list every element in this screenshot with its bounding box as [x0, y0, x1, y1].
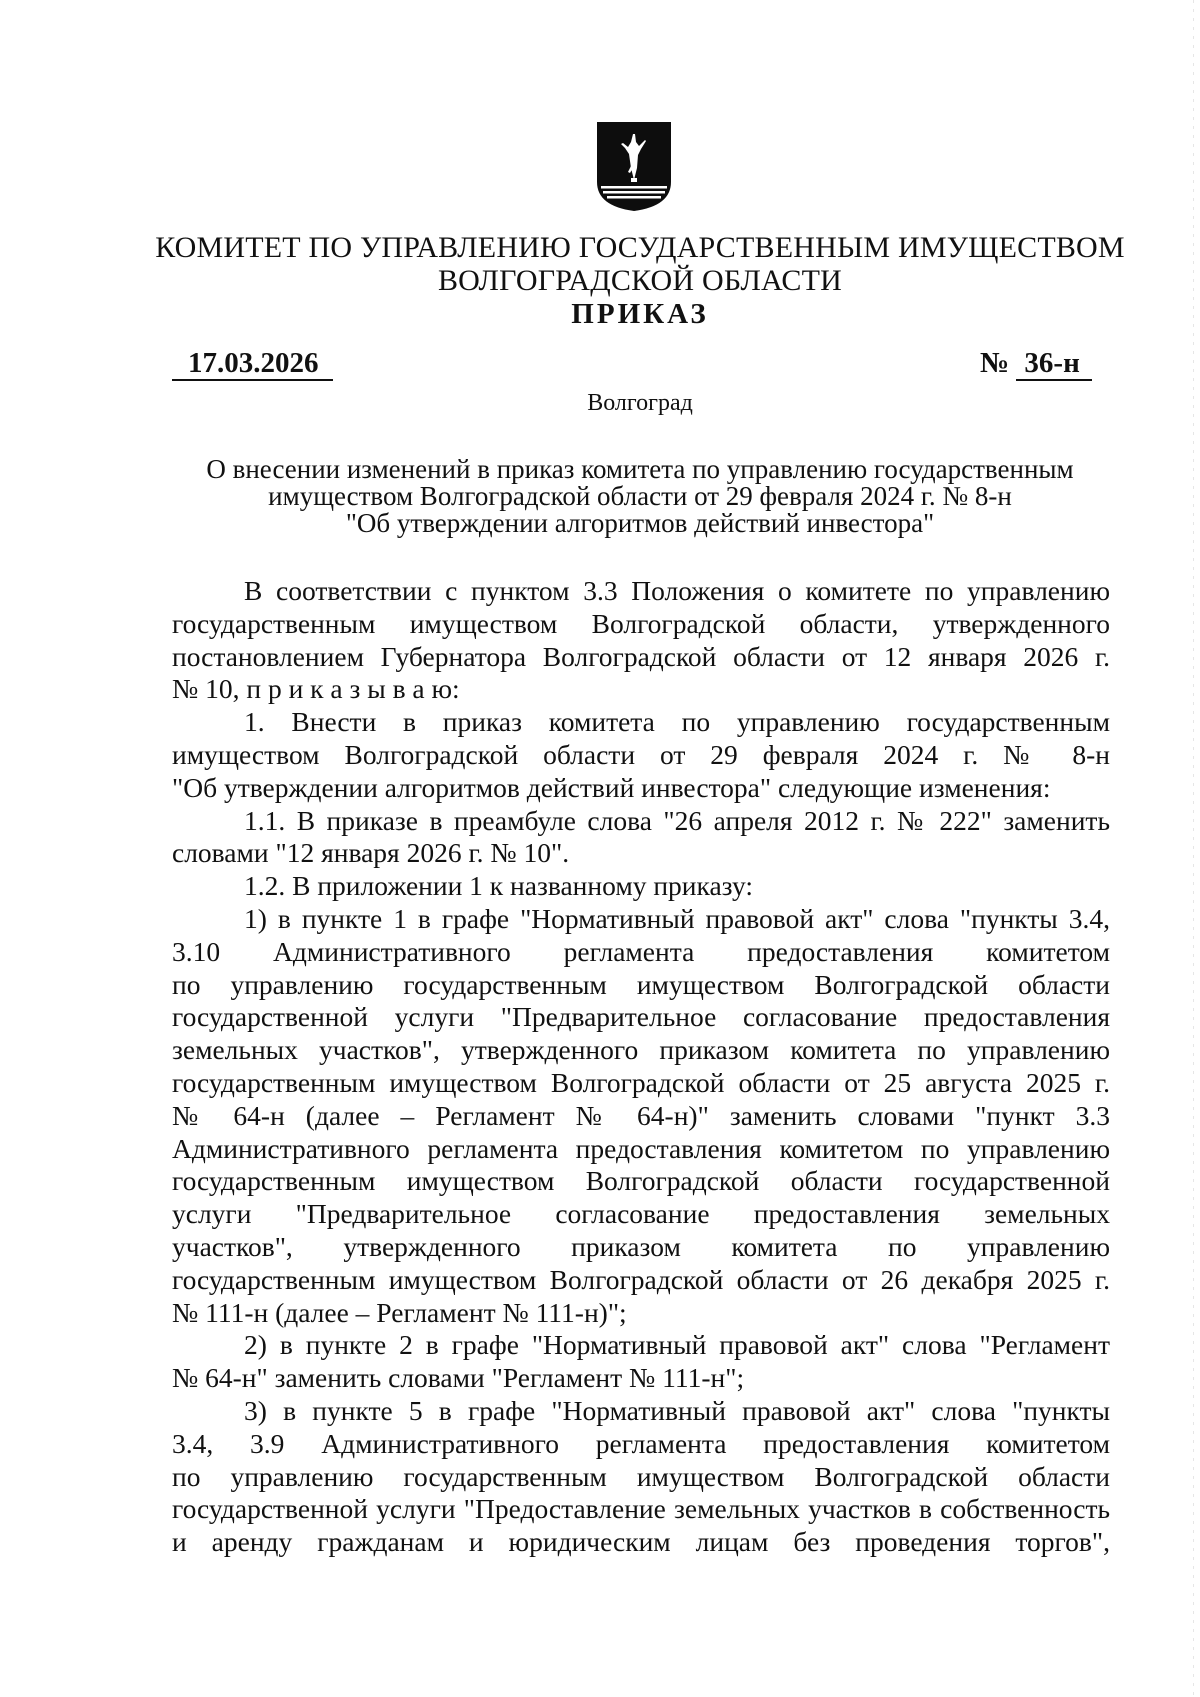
- order-date: 17.03.2026: [172, 347, 333, 381]
- body-line: В соответствии с пунктом 3.3 Положения о комитете по управлению: [244, 575, 1110, 606]
- subject-line: "Об утверждении алгоритмов действий инвестора": [345, 508, 935, 538]
- body-line: Административного регламента предоставления комитетом по управлению: [172, 1132, 1110, 1164]
- body-line: государственным имуществом Волгоградской области от 26 декабря 2025 г.: [172, 1263, 1110, 1295]
- body-line: постановлением Губернатора Волгоградской области от 12 января 2026 г.: [172, 640, 1110, 672]
- body-line: по управлению государственным имуществом Волгоградской области: [172, 1460, 1110, 1492]
- organization-name-line-1: КОМИТЕТ ПО УПРАВЛЕНИЮ ГОСУДАРСТВЕННЫМ ИМУЩЕСТВОМ: [155, 231, 1125, 264]
- body-line: 3) в пункте 5 в графе "Нормативный правовой акт" слова "пункты: [244, 1394, 1110, 1426]
- body-line: 3.4, 3.9 Административного регламента предоставления комитетом: [172, 1427, 1110, 1459]
- body-line: 1.2. В приложении 1 к названному приказу:: [244, 870, 753, 902]
- body-line: 3.10 Административного регламента предоставления комитетом: [172, 935, 1110, 967]
- body-line: словами "12 января 2026 г. № 10".: [172, 837, 570, 869]
- body-line: 1.1. В приказе в преамбуле слова "26 апреля 2012 г. № 222" заменить: [244, 804, 1110, 836]
- subject-line: О внесении изменений в приказ комитета по управлению государственным: [206, 454, 1074, 484]
- body-line: по управлению государственным имуществом Волгоградской области: [172, 968, 1110, 1000]
- coat-of-arms-icon: [595, 120, 673, 213]
- body-line: 1) в пункте 1 в графе "Нормативный правовой акт" слова "пункты 3.4,: [244, 902, 1110, 934]
- city: Волгоград: [587, 390, 693, 416]
- number-value: 36-н: [1016, 347, 1091, 381]
- body-line: государственной услуги "Предварительное согласование предоставления: [172, 1001, 1110, 1033]
- document-body: [172, 575, 1110, 1559]
- body-line: № 10, п р и к а з ы в а ю:: [172, 673, 460, 705]
- organization-name-line-2: ВОЛГОГРАДСКОЙ ОБЛАСТИ: [437, 264, 843, 297]
- subject-line: имуществом Волгоградской области от 29 февраля 2024 г. № 8-н: [268, 481, 1012, 511]
- body-line: государственной услуги "Предоставление земельных участков в собственность: [172, 1493, 1110, 1525]
- body-line: государственным имуществом Волгоградской области от 25 августа 2025 г.: [172, 1066, 1110, 1098]
- order-number: [980, 347, 1092, 381]
- scan-edge: [1193, 0, 1194, 1697]
- body-line: № 64-н (далее – Регламент № 64-н)" заменить словами "пункт 3.3: [172, 1099, 1110, 1131]
- body-line: государственным имуществом Волгоградской области государственной: [172, 1165, 1110, 1197]
- body-line: "Об утверждении алгоритмов действий инвестора" следующие изменения:: [172, 771, 1051, 803]
- body-line: 2) в пункте 2 в графе "Нормативный правовой акт" слова "Регламент: [244, 1329, 1110, 1361]
- body-line: земельных участков", утвержденного приказом комитета по управлению: [172, 1034, 1110, 1066]
- body-line: государственным имуществом Волгоградской области, утвержденного: [172, 607, 1110, 639]
- body-line: и аренду гражданам и юридическим лицам без проведения торгов",: [172, 1526, 1110, 1558]
- body-line: имуществом Волгоградской области от 29 февраля 2024 г. № 8-н: [172, 738, 1110, 770]
- document-type: ПРИКАЗ: [571, 298, 709, 330]
- body-line: № 64-н" заменить словами "Регламент № 111-н";: [172, 1362, 745, 1394]
- number-sign: №: [980, 347, 1010, 379]
- body-line: участков", утвержденного приказом комитета по управлению: [172, 1230, 1110, 1262]
- body-line: № 111-н (далее – Регламент № 111-н)";: [172, 1296, 627, 1328]
- body-line: 1. Внести в приказ комитета по управлению государственным: [244, 706, 1110, 738]
- body-line: услуги "Предварительное согласование предоставления земельных: [172, 1198, 1110, 1230]
